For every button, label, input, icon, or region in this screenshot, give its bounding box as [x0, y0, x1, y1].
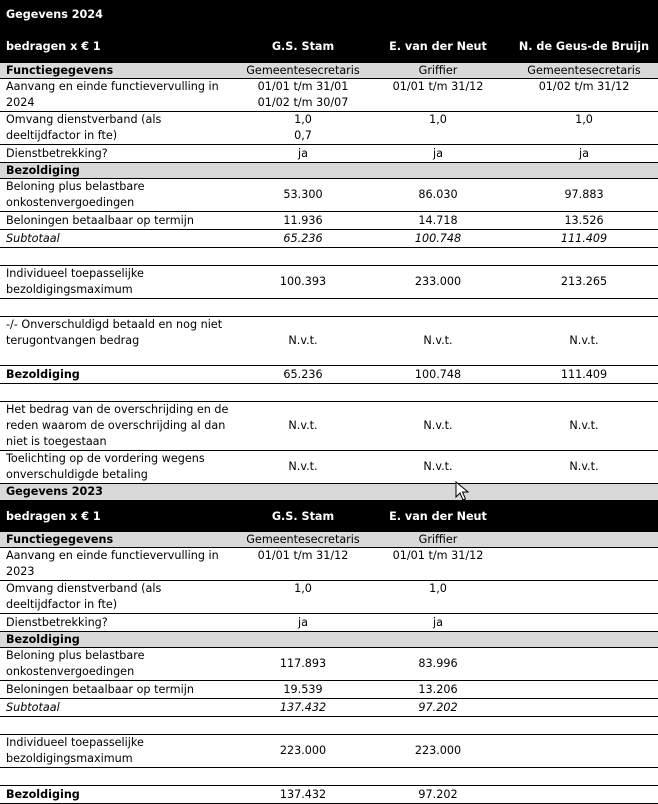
spacer-row: [0, 248, 658, 266]
row-label: Aanvang en einde functievervulling in 2024: [0, 79, 240, 112]
table-2023: [0, 484, 658, 804]
table-row: [0, 648, 658, 681]
row-label: Beloningen betaalbaar op termijn: [0, 681, 240, 699]
table-cell: 97.202: [366, 699, 510, 717]
spacer-row: [0, 384, 658, 402]
table-row-bezoldiging: [0, 366, 658, 384]
header-row: [0, 501, 658, 533]
table-cell: 83.996: [366, 648, 510, 681]
table-title-row: [0, 484, 658, 501]
table-cell: 1,0: [510, 112, 658, 145]
table-row: [0, 735, 658, 768]
table-cell: N.v.t.: [510, 317, 658, 366]
table-cell: 137.432: [240, 699, 366, 717]
table-cell: Griffier: [366, 532, 510, 548]
table-cell: 86.030: [366, 179, 510, 212]
row-label: Omvang dienstverband (als deeltijdfactor in fte): [0, 581, 240, 614]
table-cell: 53.300: [240, 179, 366, 212]
table-cell: N.v.t.: [240, 402, 366, 451]
table-row: [0, 681, 658, 699]
section-row-bezoldiging: [0, 163, 658, 179]
row-label: Bezoldiging: [0, 366, 240, 384]
table-row: [0, 145, 658, 163]
row-label: Beloningen betaalbaar op termijn: [0, 212, 240, 230]
row-label: Beloning plus belastbare onkostenvergoedingen: [0, 648, 240, 681]
amounts-unit-label: bedragen x € 1: [0, 501, 240, 533]
table-cell: 223.000: [366, 735, 510, 768]
table-cell: 1,0: [366, 581, 510, 614]
section-label: Functiegegevens: [0, 532, 240, 548]
table-title: Gegevens 2024: [0, 0, 658, 30]
table-cell: 65.236: [240, 366, 366, 384]
table-cell: ja: [366, 614, 510, 632]
table-row-bezoldiging: [0, 786, 658, 804]
table-cell: 233.000: [366, 266, 510, 299]
table-cell: 01/02 t/m 31/12: [510, 79, 658, 112]
row-label: Individueel toepasselijke bezoldigingsmaximum: [0, 735, 240, 768]
column-header: G.S. Stam: [240, 30, 366, 63]
spacer-row: [0, 717, 658, 735]
section-row-functiegegevens: [0, 532, 658, 548]
column-header: E. van der Neut: [366, 30, 510, 63]
section-row-functiegegevens: [0, 63, 658, 79]
table-cell: N.v.t.: [510, 451, 658, 484]
table-cell: ja: [510, 145, 658, 163]
row-label: Individueel toepasselijke bezoldigingsmaximum: [0, 266, 240, 299]
table-cell: 137.432: [240, 786, 366, 804]
table-cell: Griffier: [366, 63, 510, 79]
header-row: [0, 30, 658, 63]
table-cell: 223.000: [240, 735, 366, 768]
table-cell: Gemeentesecretaris: [510, 63, 658, 79]
spacer-row: [0, 768, 658, 786]
row-label: Toelichting op de vordering wegens onverschuldigde betaling: [0, 451, 240, 484]
table-cell: 01/01 t/m 31/12: [366, 548, 510, 581]
table-row: [0, 317, 658, 366]
table-cell: ja: [240, 614, 366, 632]
table-row: [0, 112, 658, 145]
table-cell: Gemeentesecretaris: [240, 63, 366, 79]
table-cell: 11.936: [240, 212, 366, 230]
table-cell: 100.393: [240, 266, 366, 299]
table-row: [0, 581, 658, 614]
row-label: Omvang dienstverband (als deeltijdfactor in fte): [0, 112, 240, 145]
section-label: Bezoldiging: [0, 163, 240, 179]
spacer-row: [0, 299, 658, 317]
table-cell: N.v.t.: [366, 402, 510, 451]
table-cell: 65.236: [240, 230, 366, 248]
section-label: Bezoldiging: [0, 632, 240, 648]
row-label: Het bedrag van de overschrijding en de reden waarom de overschrijding al dan niet is toegestaan: [0, 402, 240, 451]
table-cell: N.v.t.: [366, 317, 510, 366]
table-cell: N.v.t.: [240, 317, 366, 366]
table-title-row: [0, 0, 658, 30]
row-label: Dienstbetrekking?: [0, 145, 240, 163]
table-cell: 100.748: [366, 366, 510, 384]
table-cell: N.v.t.: [240, 451, 366, 484]
table-cell: 1,0 0,7: [240, 112, 366, 145]
row-label: Bezoldiging: [0, 786, 240, 804]
row-label: Dienstbetrekking?: [0, 614, 240, 632]
table-row: [0, 451, 658, 484]
table-cell: 111.409: [510, 366, 658, 384]
table-row: [0, 266, 658, 299]
table-row: [0, 548, 658, 581]
column-header: E. van der Neut: [366, 501, 510, 533]
table-cell: 13.526: [510, 212, 658, 230]
table-cell: N.v.t.: [510, 402, 658, 451]
row-label: Subtotaal: [0, 699, 240, 717]
column-header: N. de Geus-de Bruijn: [510, 30, 658, 63]
table-cell: 111.409: [510, 230, 658, 248]
table-row-subtotal: [0, 699, 658, 717]
table-cell: 100.748: [366, 230, 510, 248]
table-title: Gegevens 2023: [0, 484, 658, 501]
table-cell: 97.202: [366, 786, 510, 804]
column-header: [510, 501, 658, 533]
column-header: G.S. Stam: [240, 501, 366, 533]
row-label: -/- Onverschuldigd betaald en nog niet terugontvangen bedrag: [0, 317, 240, 366]
table-cell: 97.883: [510, 179, 658, 212]
table-cell: 13.206: [366, 681, 510, 699]
table-cell: 213.265: [510, 266, 658, 299]
table-cell: 19.539: [240, 681, 366, 699]
table-cell: 01/01 t/m 31/12: [366, 79, 510, 112]
table-row: [0, 212, 658, 230]
table-row-subtotal: [0, 230, 658, 248]
table-cell: 1,0: [366, 112, 510, 145]
table-cell: N.v.t.: [366, 451, 510, 484]
row-label: Aanvang en einde functievervulling in 2023: [0, 548, 240, 581]
table-cell: 01/01 t/m 31/12: [240, 548, 366, 581]
section-row-bezoldiging: [0, 632, 658, 648]
table-cell: 14.718: [366, 212, 510, 230]
table-cell: ja: [240, 145, 366, 163]
table-cell: ja: [366, 145, 510, 163]
section-label: Functiegegevens: [0, 63, 240, 79]
row-label: Subtotaal: [0, 230, 240, 248]
table-cell: 01/01 t/m 31/01 01/02 t/m 30/07: [240, 79, 366, 112]
row-label: Beloning plus belastbare onkostenvergoedingen: [0, 179, 240, 212]
table-row: [0, 179, 658, 212]
amounts-unit-label: bedragen x € 1: [0, 30, 240, 63]
table-cell: 117.893: [240, 648, 366, 681]
table-row: [0, 79, 658, 112]
table-row: [0, 402, 658, 451]
table-cell: 1,0: [240, 581, 366, 614]
mouse-cursor-icon: [455, 481, 469, 501]
table-cell: Gemeentesecretaris: [240, 532, 366, 548]
table-row: [0, 614, 658, 632]
